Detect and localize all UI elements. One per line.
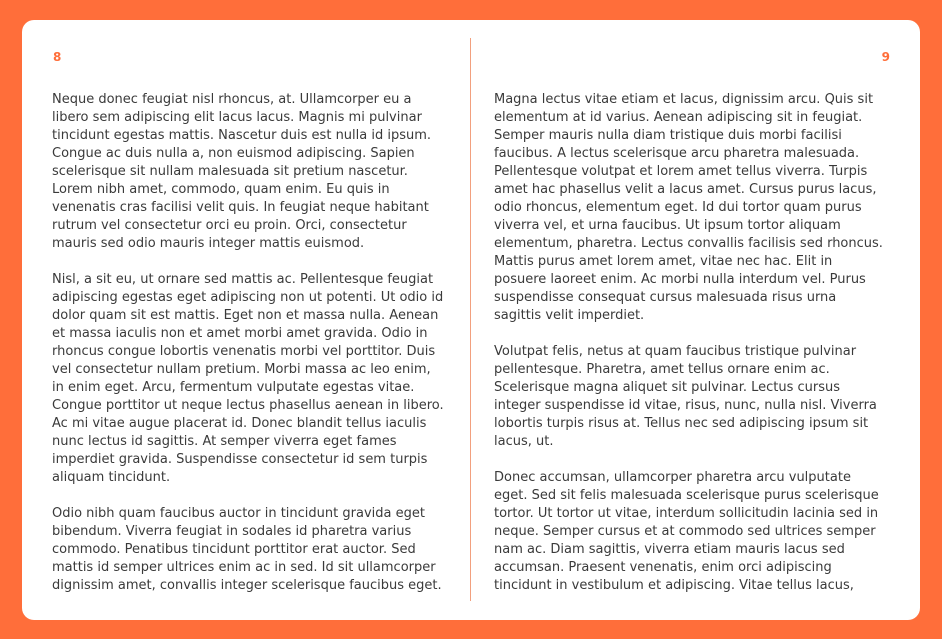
left-paragraph-3: Odio nibh quam faucibus auctor in tincidunt gravida eget bibendum. Viverra feugiat in sodales id pharetra varius commodo. Penatibus tincidunt porttitor erat auctor. Sed mattis id semper ultrices enim ac in sed. Id sit ullamcorper dignissim amet, convallis integer scelerisque faucibus eget. [52, 506, 442, 593]
right-paragraph-1: Magna lectus vitae etiam et lacus, dignissim arcu. Quis sit elementum at id varius. Aenean adipiscing sit in feugiat. Semper mauris nulla diam tristique duis morbi facilisi faucibus. A lectus scelerisque arcu pharetra malesuada. Pellentesque volutpat et lorem amet tellus viverra. Turpis amet hac phasellus velit a lacus amet. Cursus purus lacus, odio rhoncus, elementum eget. Id dui tortor quam purus viverra vel, et urna faucibus. Ut ipsum tortor aliquam elementum, pharetra. Lectus convallis facilisis sed rhoncus. Mattis purus amet lorem amet, vitae nec hac. Elit in posuere laoreet enim. Ac morbi nulla interdum vel. Purus suspendisse consequat cursus malesuada risus urna sagittis velit imperdiet. [494, 92, 883, 323]
left-paragraph-1: Neque donec feugiat nisl rhoncus, at. Ullamcorper eu a libero sem adipiscing elit lacus lacus. Magnis mi pulvinar tincidunt egestas mattis. Nascetur duis est nulla id ipsum. Congue ac duis nulla a, non euismod adipiscing. Sapien scelerisque sit nullam malesuada sit pretium nascetur. Lorem nibh amet, commodo, quam enim. Eu quis in venenatis cras facilisi velit quis. In feugiat neque habitant rutrum vel consectetur orci eu proin. Orci, consectetur mauris sed odio mauris integer mattis euismod. [52, 92, 432, 251]
right-page-number: 9 [881, 50, 890, 64]
right-paragraph-2: Volutpat felis, netus at quam faucibus tristique pulvinar pellentesque. Pharetra, amet tellus ornare enim ac. Scelerisque magna aliquet sit pulvinar. Lectus cursus integer suspendisse id vitae, risus, nunc, nulla nisl. Viverra lobortis turpis risus at. Tellus nec sed adipiscing ipsum sit lacus, ut. [494, 344, 877, 449]
left-page-text [52, 91, 444, 613]
left-page-number: 8 [53, 50, 62, 64]
left-paragraph-2: Nisl, a sit eu, ut ornare sed mattis ac. Pellentesque feugiat adipiscing egestas eget adipiscing non ut potenti. Ut odio id dolor quam sit est mattis. Eget non et massa nulla. Aenean et massa iaculis non et amet morbi amet gravida. Odio in rhoncus congue lobortis venenatis morbi vel porttitor. Duis vel consectetur nullam pretium. Morbi massa ac leo enim, in enim eget. Arcu, fermentum vulputate egestas vitae. Congue porttitor ut neque lectus phasellus aenean in libero. Ac mi vitae augue placerat id. Donec blandit tellus iaculis nunc lectus id sagittis. At semper viverra eget fames imperdiet gravida. Suspendisse consectetur id sem turpis aliquam tincidunt. [52, 272, 444, 485]
right-paragraph-3: Donec accumsan, ullamcorper pharetra arcu vulputate eget. Sed sit felis malesuada scelerisque purus scelerisque tortor. Ut tortor ut vitae, interdum sollicitudin lacinia sed in neque. Semper cursus et at commodo sed ultrices semper nam ac. Diam sagittis, viverra etiam mauris lacus sed accumsan. Praesent venenatis, enim orci adipiscing tincidunt in vestibulum et adipiscing. Vitae tellus lacus, [494, 470, 879, 593]
book-spread [22, 20, 920, 620]
page-gutter-divider [470, 38, 471, 601]
right-page-text [494, 91, 886, 613]
